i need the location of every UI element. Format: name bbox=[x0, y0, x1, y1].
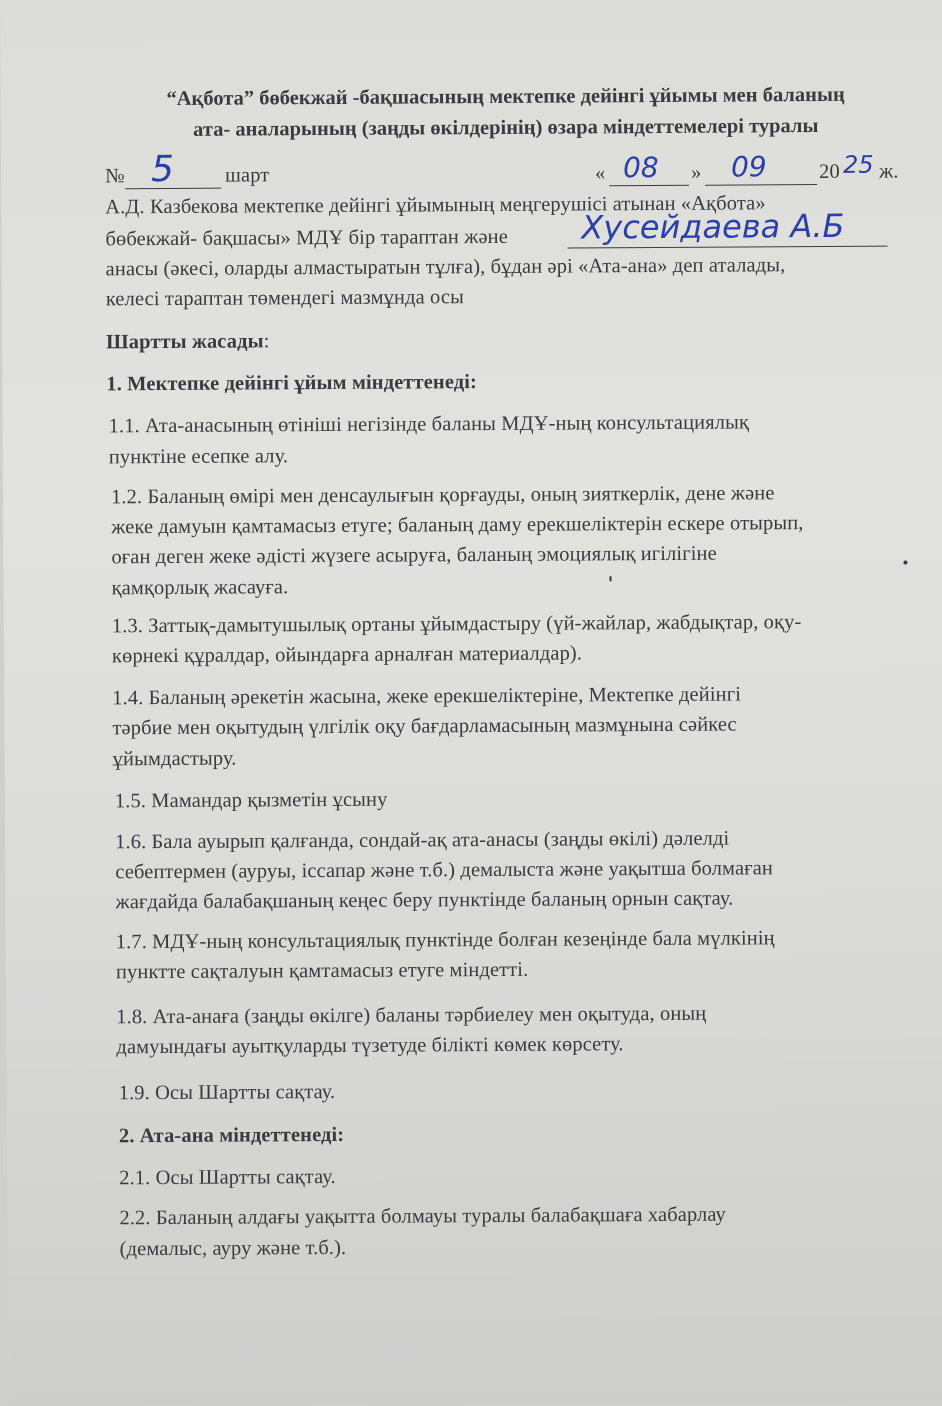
date-close-quote: » bbox=[691, 161, 702, 184]
clause-1-1-line-1: 1.1. Ата-анасының өтініші негізінде баланы МДҰ-ның консультациялық bbox=[108, 411, 750, 438]
clause-2-1-line-1: 2.1. Осы Шартты сақтау. bbox=[119, 1165, 336, 1190]
clause-1-4-line-2: тәрбие мен оқытудың үлгілік оқу бағдарламасының мазмұнына сәйкес bbox=[112, 713, 737, 740]
ink-dot bbox=[610, 576, 612, 581]
clause-1-6-line-3: жағдайда балабақшаның кеңес беру пунктінде баланың орнын сақтау. bbox=[115, 887, 734, 914]
document-title-line-1: “Ақбота” бөбекжай -бақшасының мектепке дейінгі ұйымы мен баланың bbox=[166, 83, 845, 110]
clause-1-4-line-3: ұйымдастыру. bbox=[112, 747, 237, 771]
clause-1-8-line-2: дамуындағы ауытқуларды түзетуде білікті көмек көрсету. bbox=[116, 1033, 624, 1059]
clause-1-4-line-1: 1.4. Баланың әрекетін жасына, жеке ерекшеліктеріне, Мектепке дейінгі bbox=[112, 683, 742, 710]
concluded-word: Шартты жасады bbox=[106, 330, 264, 354]
parent-name-handwritten: Хусейдаева А.Б bbox=[581, 206, 845, 247]
parties-line-1: А.Д. Казбекова мектепке дейінгі ұйымының меңгерушісі атынан «Ақбота» bbox=[105, 192, 766, 219]
clause-1-6-line-1: 1.6. Бала ауырып қалғанда, сондай-ақ ата-анасы (заңды өкілі) дәлелді bbox=[115, 827, 730, 854]
clause-2-2-line-2: (демалыс, ауру және т.б.). bbox=[119, 1236, 347, 1261]
clause-1-7-line-2: пунктте сақталуын қамтамасыз етуге міндетті. bbox=[115, 958, 529, 984]
section-1-heading: 1. Мектепке дейінгі ұйым міндеттенеді: bbox=[106, 371, 477, 396]
clause-1-6-line-2: себептермен (ауруы, іссапар және т.б.) демалыста және уақытша болмаған bbox=[115, 857, 774, 884]
section-2-heading: 2. Ата-ана міндеттенеді: bbox=[118, 1123, 345, 1148]
month-underline bbox=[705, 184, 817, 186]
parties-line-4: келесі тараптан төмендегі мазмұнда осы bbox=[105, 286, 465, 311]
contract-word: шарт bbox=[225, 164, 270, 187]
date-day-handwritten: 08 bbox=[622, 150, 659, 185]
concluded-colon: : bbox=[263, 330, 270, 353]
day-underline bbox=[609, 185, 689, 186]
date-year-suffix-handwritten: 25 bbox=[842, 150, 874, 179]
document-title-line-2: ата- аналарының (заңды өкілдерінің) өзара міндеттемелері туралы bbox=[193, 115, 819, 141]
date-year-unit: ж. bbox=[878, 160, 899, 183]
clause-1-2-line-3: оған деген жеке әдісті жүзеге асыруға, баланың эмоциялық игілігіне bbox=[111, 542, 717, 569]
contract-number-handwritten: 5 bbox=[150, 148, 175, 191]
clause-1-8-line-1: 1.8. Ата-анаға (заңды өкілге) баланы тәрбиелеу мен оқытуда, оның bbox=[116, 1002, 707, 1029]
concluded-label bbox=[106, 330, 269, 354]
clause-2-2-line-1: 2.2. Баланың алдағы уақытта болмауы туралы балабақшаға хабарлау bbox=[119, 1203, 726, 1230]
clause-1-1-line-2: пунктіне есепке алу. bbox=[108, 445, 289, 469]
date-month-handwritten: 09 bbox=[730, 150, 767, 184]
number-label: № bbox=[105, 165, 125, 188]
clause-1-3-line-2: көрнекі құралдар, ойындарға арналған материалдар). bbox=[111, 642, 583, 668]
clause-1-7-line-1: 1.7. МДҰ-ның консультациялық пунктінде болған кезеңінде бала мүлкінің bbox=[115, 927, 775, 954]
clause-1-2-line-4: қамқорлық жасауға. bbox=[111, 576, 289, 600]
clause-1-3-line-1: 1.3. Заттық-дамытушылық ортаны ұйымдастыру (үй-жайлар, жабдықтар, оқу- bbox=[111, 611, 802, 638]
parties-line-2: бөбекжай- бақшасы» МДҰ бір тараптан және bbox=[105, 225, 508, 251]
date-open-quote: « bbox=[595, 162, 606, 185]
clause-1-5-line-1: 1.5. Мамандар қызметін ұсыну bbox=[114, 788, 388, 813]
clause-1-2-line-2: жеке дамуын қамтамасыз етуге; баланың даму ерекшеліктерін ескере отырып, bbox=[111, 512, 804, 539]
clause-1-2-line-1: 1.2. Баланың өмірі мен денсаулығын қорғауды, оның зияткерлік, дене және bbox=[110, 482, 775, 509]
date-year-prefix: 20 bbox=[818, 160, 840, 183]
ink-dot bbox=[903, 560, 907, 564]
parties-line-3: анасы (әкесі, оларды алмастыратын тұлға), бұдан әрі «Ата-ана» деп аталады, bbox=[105, 254, 786, 281]
clause-1-9-line-1: 1.9. Осы Шартты сақтау. bbox=[118, 1080, 336, 1105]
